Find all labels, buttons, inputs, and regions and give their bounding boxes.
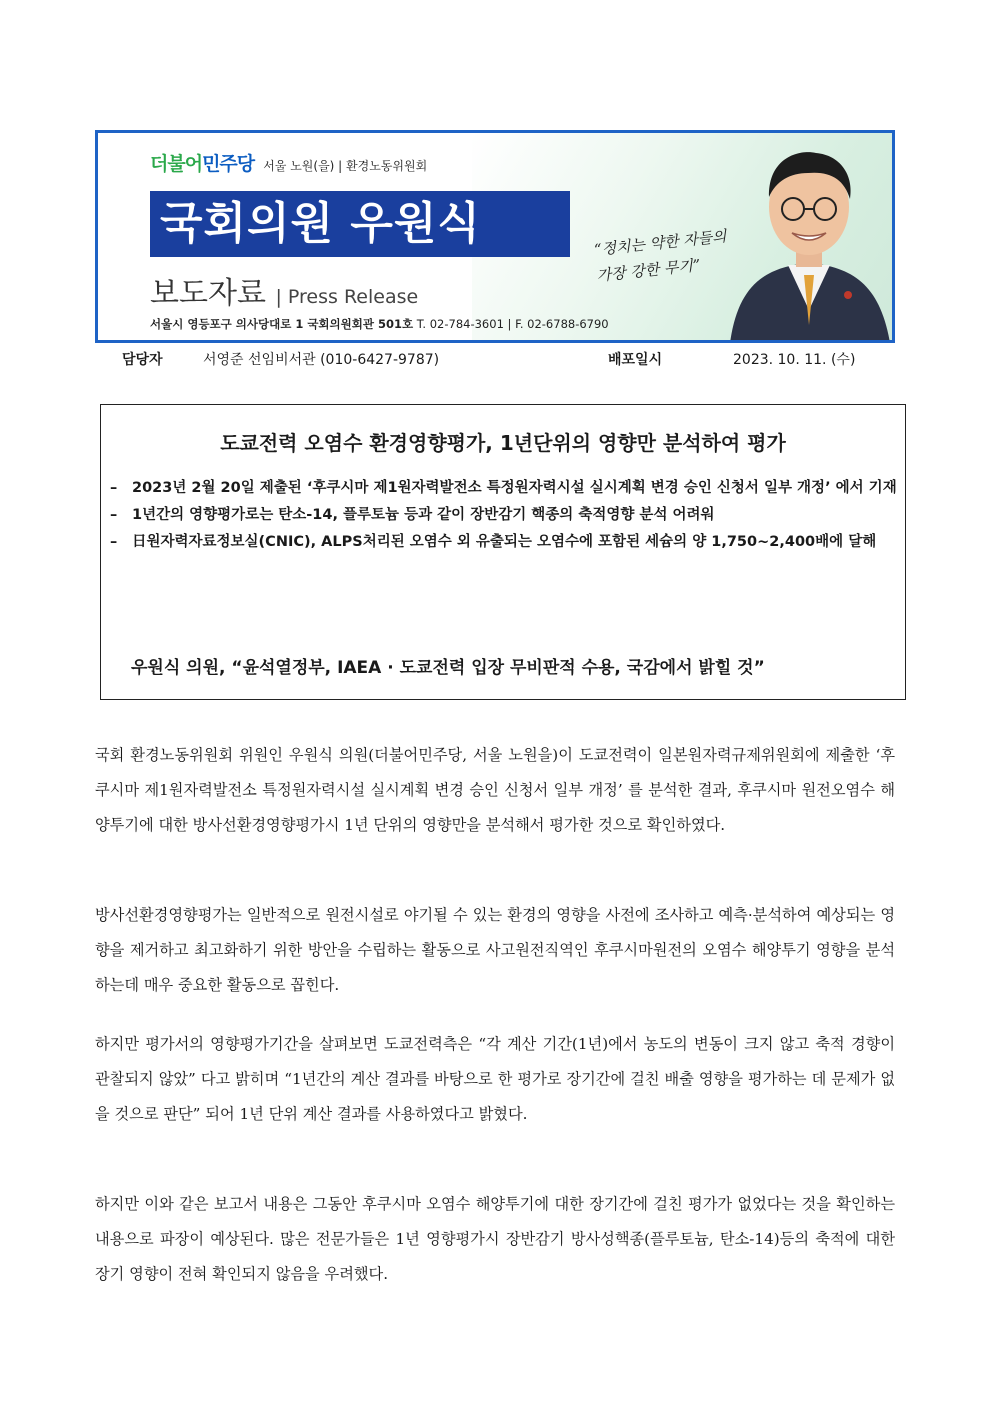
- bullet-text: 日원자력자료정보실(CNIC), ALPS처리된 오염수 외 유출되는 오염수에 포함된 세슘의 양 1,750~2,400배에 달해: [132, 534, 877, 550]
- address-text: 서울시 영등포구 의사당대로 1 국회의원회관 501호: [150, 317, 414, 331]
- bullet-dash: –: [110, 480, 118, 496]
- lawmaker-name-title: 국회의원 우원식: [150, 191, 570, 257]
- summary-bullet: [110, 529, 900, 556]
- summary-box: [100, 404, 906, 700]
- office-address: [150, 316, 609, 332]
- summary-quote: 우원식 의원, “윤석열정부, IAEA · 도쿄전력 입장 무비판적 수용, 국감에서 밝힐 것”: [131, 658, 765, 678]
- summary-bullet: [110, 502, 900, 529]
- manager-info: 서영준 선임비서관 (010-6427-9787): [203, 352, 440, 368]
- summary-bullets: [110, 475, 900, 556]
- bullet-dash: –: [110, 507, 118, 523]
- slogan-line-1: “정치는 약한 자들의: [593, 227, 728, 259]
- bullet-text: 2023년 2월 20일 제출된 ‘후쿠시마 제1원자력발전소 특정원자력시설 실시계획 변경 승인 신청서 일부 개정’ 에서 기재: [132, 480, 897, 496]
- party-line: [150, 149, 427, 176]
- body-paragraph-1: 국회 환경노동위원회 위원인 우원식 의원(더불어민주당, 서울 노원을)이 도쿄전력이 일본원자력규제위원회에 제출한 ‘후쿠시마 제1원자력발전소 특정원자력시설 실시계획 변경 승인 신청서 일부 개정’ 를 분석한 결과, 후쿠시마 원전오염수 해양투기에 대한 방사선환경영향평가시 1년 단위의 영향만을 분석해서 평가한 것으로 확인하였다.: [95, 746, 895, 834]
- lawmaker-portrait: [720, 135, 895, 343]
- body-paragraph-3: 하지만 평가서의 영향평가기간을 살펴보면 도쿄전력측은 “각 계산 기간(1년)에서 농도의 변동이 크지 않고 축적 경향이 관찰되지 않았” 다고 밝히며 “1년간의 계산 결과를 바탕으로 한 평가로 장기간에 걸친 배출 영향을 평가하는 데 문제가 없을 것으로 판단” 되어 1년 단위 계산 결과를 사용하였다고 밝혔다.: [95, 1035, 895, 1123]
- party-logo: 더불어민주당: [150, 153, 255, 175]
- body-paragraph-4: 하지만 이와 같은 보고서 내용은 그동안 후쿠시마 오염수 해양투기에 대한 장기간에 걸친 평가가 없었다는 것을 확인하는 내용으로 파장이 예상된다. 많은 전문가들은 1년 영향평가시 장반감기 방사성핵종(플루토늄, 탄소-14)등의 축적에 대한 장기 영향이 전혀 확인되지 않음을 우려했다.: [95, 1195, 895, 1283]
- phone-fax: T. 02-784-3601 | F. 02-6788-6790: [413, 317, 609, 331]
- release-date-label-wrap: [608, 349, 662, 369]
- contact-manager: [122, 349, 163, 369]
- summary-title: 도쿄전력 오염수 환경영향평가, 1년단위의 영향만 분석하여 평가: [220, 431, 786, 455]
- press-release-ko: 보도자료: [150, 276, 266, 311]
- release-date: 2023. 10. 11. (수): [733, 352, 856, 368]
- bullet-text: 1년간의 영향평가로는 탄소-14, 플루토늄 등과 같이 장반감기 핵종의 축적영향 분석 어려워: [132, 507, 715, 523]
- press-release-label: [150, 268, 418, 312]
- body-paragraph-2: 방사선환경영향평가는 일반적으로 원전시설로 야기될 수 있는 환경의 영향을 사전에 조사하고 예측·분석하여 예상되는 영향을 제거하고 최고화하기 위한 방안을 수립하는 활동으로 사고원전직역인 후쿠시마원전의 오염수 해양투기 영향을 분석하는데 매우 중요한 활동으로 꼽힌다.: [95, 906, 895, 994]
- party-affiliation: 서울 노원(을) | 환경노동위원회: [263, 159, 428, 173]
- press-release-banner: [95, 130, 895, 343]
- bullet-dash: –: [110, 534, 118, 550]
- summary-bullet: [110, 475, 900, 502]
- press-release-en: | Press Release: [275, 286, 419, 308]
- release-date-label: 배포일시: [608, 352, 663, 368]
- manager-label: 담당자: [122, 352, 163, 368]
- slogan-line-2: 가장 강한 무기”: [595, 255, 702, 285]
